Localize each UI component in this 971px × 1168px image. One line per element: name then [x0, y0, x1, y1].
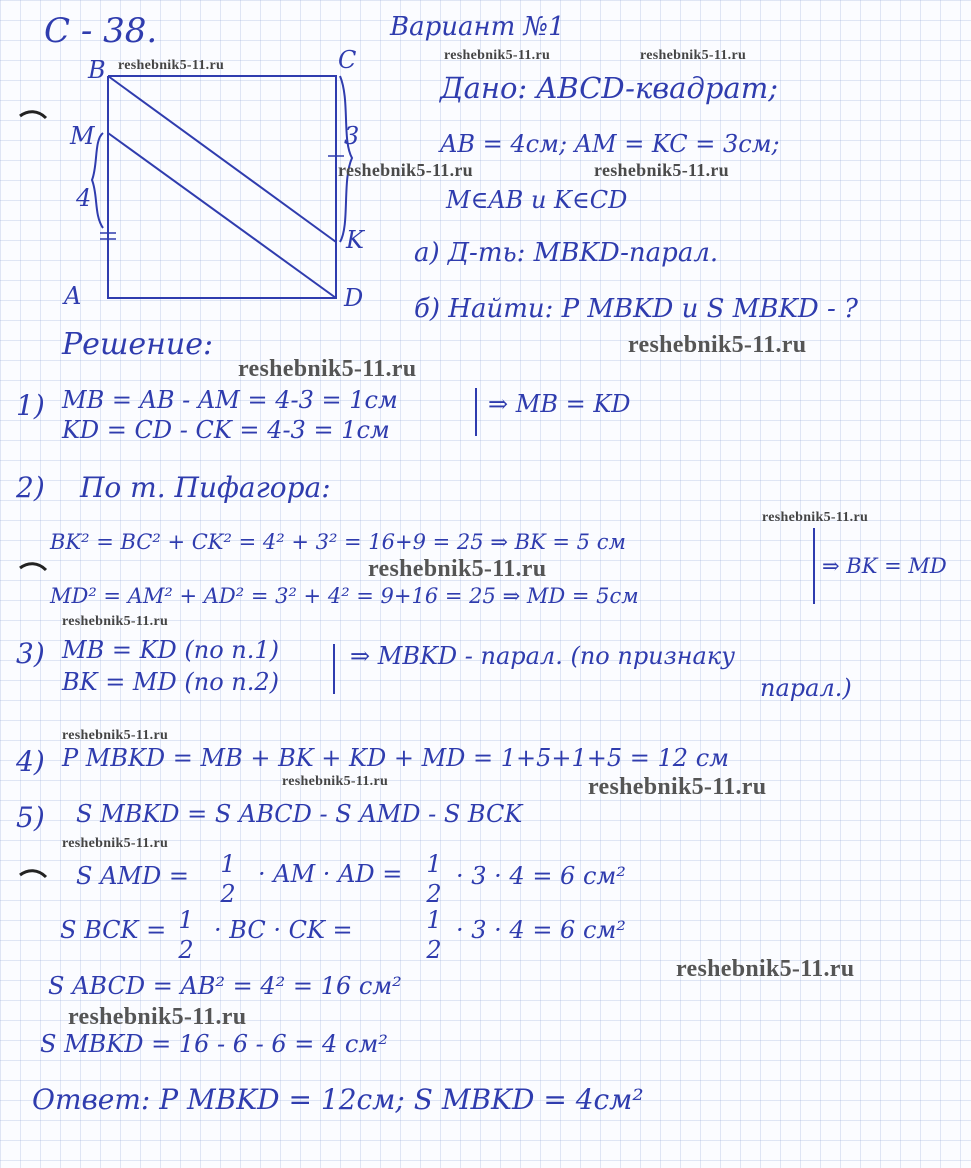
- watermark: reshebnik5-11.ru: [588, 774, 767, 800]
- label-c: C: [338, 46, 357, 74]
- given-part-b: б) Найти: P MBKD и S MBKD - ?: [414, 294, 858, 324]
- step1-number: 1): [16, 389, 45, 422]
- variant-title: Вариант №1: [390, 12, 565, 42]
- watermark: reshebnik5-11.ru: [762, 510, 869, 525]
- brace-right-3: [340, 76, 352, 242]
- watermark: reshebnik5-11.ru: [444, 48, 551, 63]
- given-line-3: M∈AB и K∈CD: [446, 186, 628, 214]
- label-d: D: [344, 284, 364, 312]
- watermark: reshebnik5-11.ru: [338, 160, 473, 180]
- step2-title: По т. Пифагора:: [80, 471, 331, 504]
- watermark: reshebnik5-11.ru: [238, 356, 417, 382]
- s-bck-left: S BCK =: [60, 916, 167, 944]
- s-bck-half-den-2: 2: [426, 936, 442, 964]
- s-abcd-line: S ABCD = AB² = 4² = 16 см²: [48, 972, 402, 1000]
- step3-line-1: MB = KD (по п.1): [62, 636, 279, 664]
- step2-line-2: MD² = AM² + AD² = 3² + 4² = 9+16 = 25 ⇒ MD = 5см: [50, 584, 639, 608]
- given-line-2: AB = 4см; AM = KC = 3см;: [440, 130, 780, 158]
- watermark: reshebnik5-11.ru: [640, 48, 747, 63]
- s-amd-end: · 3 · 4 = 6 см²: [456, 862, 626, 890]
- label-4: 4: [76, 184, 92, 212]
- s-amd-right: · AM · AD =: [258, 860, 403, 888]
- s-bck-half-den: 2: [178, 936, 194, 964]
- s-amd-left: S AMD =: [76, 862, 189, 890]
- watermark: reshebnik5-11.ru: [118, 58, 225, 73]
- step1-line-2: KD = CD - CK = 4-3 = 1см: [62, 416, 390, 444]
- step5-number: 5): [16, 801, 45, 834]
- step5-line: S MBKD = S ABCD - S AMD - S BCK: [76, 800, 523, 828]
- s-amd-half-num-2: 1: [426, 850, 442, 878]
- step3-result: ⇒ MBKD - парал. (по признаку: [350, 642, 736, 670]
- s-amd-half-den: 2: [220, 880, 236, 908]
- watermark: reshebnik5-11.ru: [62, 728, 169, 743]
- step2-line-1: BK² = BC² + CK² = 4² + 3² = 16+9 = 25 ⇒ BK = 5 см: [50, 530, 626, 554]
- answer-line: Ответ: P MBKD = 12см; S MBKD = 4см²: [32, 1083, 644, 1116]
- step2-number: 2): [16, 471, 45, 504]
- s-bck-half-num: 1: [178, 906, 194, 934]
- label-k: K: [346, 226, 364, 254]
- s-bck-end: · 3 · 4 = 6 см²: [456, 916, 626, 944]
- watermark: reshebnik5-11.ru: [594, 160, 729, 180]
- step4-line: P MBKD = MB + BK + KD + MD = 1+5+1+5 = 12 см: [62, 744, 730, 772]
- s-amd-half-den-2: 2: [426, 880, 442, 908]
- s-bck-right: · BC · CK =: [214, 916, 353, 944]
- step2-result: ⇒ BK = MD: [822, 554, 947, 578]
- step1-result: ⇒ MB = KD: [488, 390, 631, 418]
- given-line-1: Дано: ABCD-квадрат;: [440, 71, 778, 105]
- label-m: M: [70, 122, 95, 150]
- s-amd-half-num: 1: [220, 850, 236, 878]
- step1-line-1: MB = AB - AM = 4-3 = 1см: [62, 386, 398, 414]
- watermark: reshebnik5-11.ru: [628, 332, 807, 358]
- watermark: reshebnik5-11.ru: [62, 614, 169, 629]
- solution-title: Решение:: [62, 327, 214, 362]
- segment-md: [108, 133, 336, 298]
- step3-result-2: парал.): [760, 674, 852, 702]
- step4-number: 4): [16, 745, 45, 778]
- watermark: reshebnik5-11.ru: [368, 556, 547, 582]
- problem-number: С - 38.: [44, 11, 158, 51]
- watermark: reshebnik5-11.ru: [676, 956, 855, 982]
- segment-bk: [108, 76, 336, 242]
- step3-number: 3): [16, 637, 45, 670]
- label-3: 3: [344, 122, 360, 150]
- s-bck-half-num-2: 1: [426, 906, 442, 934]
- watermark: reshebnik5-11.ru: [282, 774, 389, 789]
- given-part-a: а) Д-ть: MBKD-парал.: [414, 238, 719, 268]
- label-a: A: [64, 282, 82, 310]
- label-b: B: [88, 56, 106, 84]
- watermark: reshebnik5-11.ru: [62, 836, 169, 851]
- s-mbkd-line: S MBKD = 16 - 6 - 6 = 4 см²: [40, 1030, 388, 1058]
- step3-line-2: BK = MD (по п.2): [62, 668, 279, 696]
- watermark: reshebnik5-11.ru: [68, 1004, 247, 1030]
- square-outline: [108, 76, 336, 298]
